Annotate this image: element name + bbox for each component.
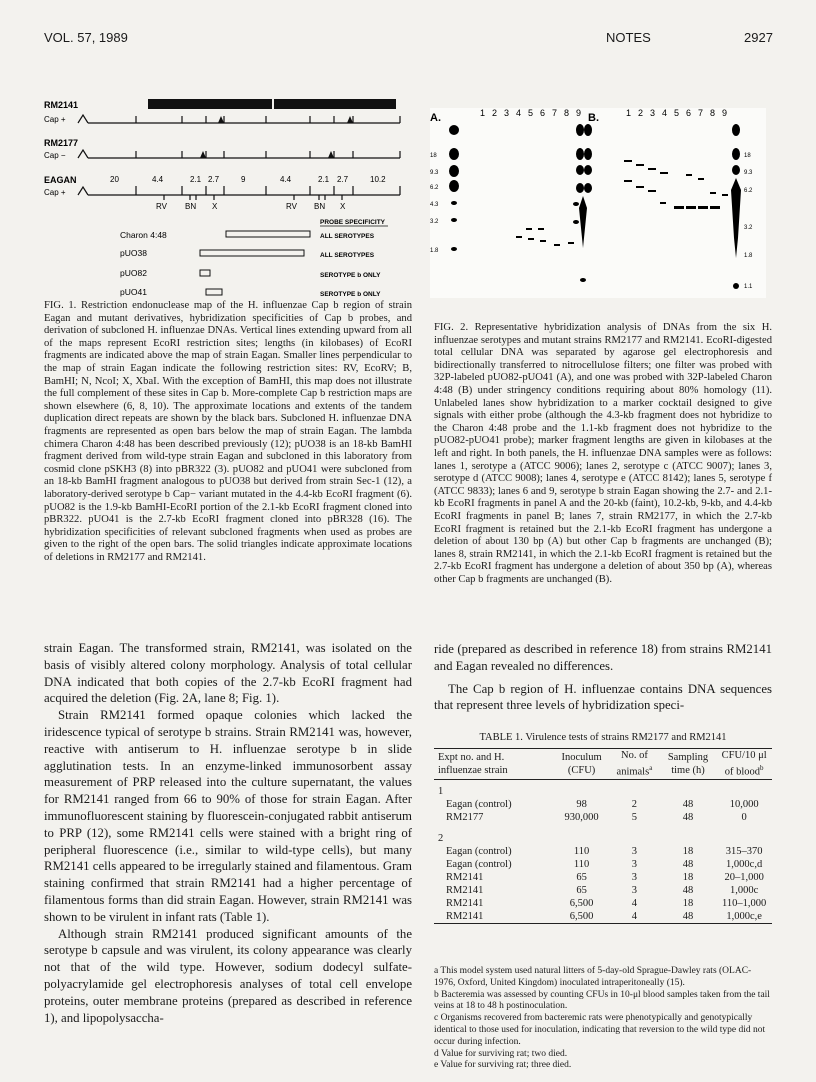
svg-text:RV: RV (286, 202, 297, 211)
svg-text:1.1: 1.1 (744, 284, 753, 290)
strain-label-eagan: EAGAN (44, 175, 77, 185)
svg-text:1: 1 (626, 108, 632, 118)
svg-text:9: 9 (576, 108, 582, 118)
table-1 (434, 748, 772, 924)
table-row: RM2177 930,000 5 48 0 (446, 811, 747, 823)
svg-text:9.3: 9.3 (430, 170, 439, 176)
svg-text:4.3: 4.3 (430, 202, 439, 208)
svg-text:3: 3 (650, 108, 656, 118)
table-header: Expt no. and H. influenzae strain (438, 751, 508, 776)
panel-b-label: B. (588, 112, 599, 124)
cap-label-rm2141: Cap + (44, 115, 66, 124)
svg-text:9: 9 (722, 108, 728, 118)
svg-text:2.7: 2.7 (208, 175, 220, 184)
table-header: CFU/10 μl of blood$^b$ (721, 750, 767, 778)
probe-bar (226, 231, 310, 237)
svg-text:5: 5 (528, 108, 534, 118)
svg-text:1.8: 1.8 (430, 248, 439, 254)
svg-text:RV: RV (156, 202, 167, 211)
svg-text:3.2: 3.2 (430, 219, 439, 225)
svg-text:BN: BN (185, 202, 197, 211)
figure-2-blot (430, 108, 766, 298)
table-row: Eagan (control) 110 3 48 1,000c,d (446, 858, 763, 870)
deletion-triangle-icon (328, 151, 334, 158)
duplication-bar (148, 99, 272, 109)
right-column-body (434, 641, 772, 714)
svg-text:20: 20 (110, 175, 119, 184)
cap-label-rm2177: Cap − (44, 151, 66, 160)
svg-text:2: 2 (492, 108, 498, 118)
svg-text:7: 7 (698, 108, 704, 118)
probe-bar (200, 250, 304, 256)
expt-number: 2 (438, 832, 444, 844)
footnote: b Bacteremia was assessed by counting CFUs in 10-μl blood samples taken from the tail veins at 18 to 48 h postinoculation. (434, 989, 770, 1012)
svg-text:X: X (212, 202, 218, 211)
probe-name: pUO82 (120, 268, 147, 278)
lane-numbers-a (480, 108, 581, 118)
svg-text:2.1: 2.1 (190, 175, 202, 184)
svg-text:6: 6 (540, 108, 546, 118)
figure-2-caption: FIG. 2. Representative hybridization analysis of DNAs from the six H. influenzae serotypes and mutant strains RM2177 and RM2141. EcoRI-digested total cellular DNA was separated by agarose gel electrophoresis and bidirectionally transferred to nitrocellulose filters; one filter was probed with 32P-labeled pUO82-pUO41 (A), and one was probed with 32P-labeled Charon 4:48 (B) under stringency conditions requiring about 80% homology (11). Unlabeled lanes show hybridization to a marker cocktail designed to give signals with either probe (although the 4.3-kb fragment does not hybridize to the Charon 4:48 probe and the 1.1-kb fragment does not hybridize to the pUO82-pUO41 probe); marker fragment lengths are given in kilobases at the left and right. In both panels, the H. influenzae DNA samples were as follows: lanes 1, serotype a (ATCC 9006); lanes 2, serotype c (ATCC 9007); lanes 3, serotype d (ATCC 9008); lanes 4, serotype e (ATCC 8142); lanes 5, serotype f (ATCC 9833); lanes 6 and 9, serotype b strain Eagan showing the 2.7- and 2.1-kb EcoRI fragments in panel A and the 20-kb (faint), 10.2-kb, 9-kb, and 4.4-kb EcoRI fragments in panel B; lanes 7, strain RM2177, in which the 2.7-kb EcoRI fragment is retained but the 2.1-kb EcoRI fragment has undergone a deletion of about 130 bp (A) but other Cap b fragments are unchanged (B); lanes 8, strain RM2141, in which the 2.1-kb EcoRI fragment is retained but the 2.7-kb EcoRI fragment has undergone a deletion of about 350 bp (A), whereas other Cap b fragments are unchanged (B). (434, 322, 772, 585)
svg-text:9.3: 9.3 (744, 170, 753, 176)
probe-spec: ALL SEROTYPES (320, 252, 375, 259)
svg-text:3.2: 3.2 (744, 225, 753, 231)
paragraph: Strain RM2141 formed opaque colonies which lacked the iridescence typical of serotype b strains. Strain RM2141 was, however, reactive with antiserum to H. influenzae serotype b in slide agglutination tests. In an enzyme-linked immunosorbent assay measurement of PRP released into the culture supernatant, the values for RM2141 ranged from 66 to 90% of those for strain Eagan. After immunofluorescent staining by fluorescein-conjugated rabbit antiserum to PRP (12), some RM2141 cells were stained with a bright ring of peripheral fluorescence (i.e., similar to wild-type cells), but many RM2141 cells appeared to be irregularly stained and filamentous. Gram staining confirmed that strain RM2141 had a higher percentage of filamentous forms than did strain Eagan. However, strain RM2141 was shown to be virulent in infant rats (Table 1). (44, 708, 412, 924)
footnote: e Value for surviving rat; three died. (434, 1060, 572, 1071)
svg-text:4: 4 (662, 108, 668, 118)
running-header-section: NOTES (606, 30, 651, 45)
deletion-triangle-icon (200, 151, 206, 158)
paragraph: strain Eagan. The transformed strain, RM2141, was isolated on the basis of visibly altered colony morphology. Analysis of total cellular DNA indicated that both copies of the 2.7-kb EcoRI fragment had acquired the deletion (Fig. 2A, lane 8; Fig. 1). (44, 641, 412, 706)
footnote: a This model system used natural litters of 5-day-old Sprague-Dawley rats (OLAC-1976, Oxford, United Kingdom) inoculated intraperitoneally (15). (434, 966, 752, 988)
table-row: Eagan (control) 110 3 18 315–370 (446, 845, 763, 857)
svg-text:3: 3 (504, 108, 510, 118)
duplication-bar (274, 99, 396, 109)
table-row: RM2141 6,500 4 48 1,000c,e (434, 910, 772, 924)
table-row: RM2141 65 3 18 20–1,000 (446, 871, 764, 883)
svg-text:18: 18 (744, 153, 751, 159)
svg-text:X: X (340, 202, 346, 211)
svg-text:6.2: 6.2 (430, 185, 439, 191)
svg-text:4: 4 (516, 108, 522, 118)
probe-bar (206, 289, 222, 295)
probe-spec: ALL SEROTYPES (320, 233, 375, 240)
svg-text:6: 6 (686, 108, 692, 118)
svg-text:8: 8 (710, 108, 716, 118)
cap-label-eagan: Cap + (44, 188, 66, 197)
svg-text:2.7: 2.7 (337, 175, 349, 184)
table-header: Inoculum (CFU) (561, 751, 602, 776)
deletion-triangle-icon (218, 116, 224, 123)
svg-text:1: 1 (480, 108, 486, 118)
table-row: Eagan (control) 98 2 48 10,000 (446, 798, 759, 810)
svg-text:5: 5 (674, 108, 680, 118)
svg-text:6.2: 6.2 (744, 188, 753, 194)
left-column-body (44, 640, 412, 1026)
svg-text:4.4: 4.4 (280, 175, 292, 184)
svg-text:BN: BN (314, 202, 326, 211)
expt-number: 1 (438, 785, 444, 797)
probe-spec: SEROTYPE b ONLY (320, 291, 381, 298)
probe-name: Charon 4:48 (120, 230, 167, 240)
table-row: RM2141 65 3 48 1,000c (446, 884, 759, 896)
running-header-page: 2927 (744, 30, 773, 45)
probe-spec: SEROTYPE b ONLY (320, 272, 381, 279)
table-header: No. of animals$^a$ (616, 750, 653, 778)
footnote: c Organisms recovered from bacteremic rats were phenotypically and genotypically identical to those used for inoculation, indicating that reversion to the wild type did not occur during infection. (434, 1013, 766, 1047)
lane-numbers-b (626, 108, 727, 118)
table-header: Sampling time (h) (667, 751, 709, 776)
running-header-volume: VOL. 57, 1989 (44, 30, 128, 45)
table-row: RM2141 6,500 4 18 110–1,000 (446, 897, 767, 909)
deletion-triangle-icon (347, 116, 353, 123)
footnote: d Value for surviving rat; two died. (434, 1048, 568, 1059)
figure-1-map (40, 96, 412, 298)
paragraph: The Cap b region of H. influenzae contains DNA sequences that represent three levels of hybridization speci- (434, 681, 772, 713)
svg-text:1.8: 1.8 (744, 253, 753, 259)
figure-1-caption: FIG. 1. Restriction endonuclease map of the H. influenzae Cap b region of strain Eagan and mutant derivatives, hybridization specificities of Cap b probes, and derivation of subcloned H. influenzae DNAs. Vertical lines extending upward from all of the maps represent EcoRI restriction sites; lengths (in kilobases) of EcoRI fragments are indicated above the map of strain Eagan. Smaller lines perpendicular to the map of strain Eagan indicate the following restriction sites: RV, EcoRV; B, BamHI; N, NcoI; X, XbaI. With the exception of BamHI, this map does not illustrate the full complement of these sites in Cap b. More-complete Cap b restriction maps are shown elsewhere (6, 8, 10). The approximate locations and extents of the tandem duplication direct repeats are shown by the black bars. Subcloned H. influenzae DNA fragments are represented as open bars below the map of strain Eagan. The lambda chimera Charon 4:48 has been described previously (12); pUO38 is an 18-kb BamHI fragment derived from wild-type strain Eagan and subcloned in this laboratory from cosmid clone pSKH3 (8) into pBR322 (3). pUO82 and pUO41 were subcloned from an 18-kb BamHI fragment analogous to pUO38 but derived from strain Sec-1 (12), a laboratory-derived serotype b Cap− variant mutated in the 4.4-kb EcoRI fragment (6). pUO82 is the 1.9-kb BamHI-EcoRI portion of the 2.1-kb EcoRI fragment cloned into pBR322. pUO41 is the 2.7-kb EcoRI fragment cloned into pBR328 (16). The hybridization specificities of relevant subcloned fragments when used as probes are given to the right of the open bars. The solid triangles indicate approximate locations of deletions in RM2177 and RM2141. (44, 300, 412, 563)
strain-label-rm2177: RM2177 (44, 138, 79, 148)
svg-text:9: 9 (241, 175, 246, 184)
svg-text:2: 2 (638, 108, 644, 118)
svg-text:7: 7 (552, 108, 558, 118)
svg-text:4.4: 4.4 (152, 175, 164, 184)
strain-label-rm2141: RM2141 (44, 100, 79, 110)
svg-text:2.1: 2.1 (318, 175, 330, 184)
probe-specificity-header: PROBE SPECIFICITY (320, 219, 386, 226)
probe-bar (200, 270, 210, 276)
probe-name: pUO41 (120, 287, 147, 297)
panel-a-label: A. (430, 112, 441, 124)
probe-name: pUO38 (120, 248, 147, 258)
paragraph: Although strain RM2141 produced significant amounts of the serotype b capsule and was virulent, its colony appearance was clearly not that of the wild type. However, sodium dodecyl sulfate-polyacrylamide gel electrophoresis analyses of total cell envelope proteins, outer membrane proteins (prepared as described in reference 1), and lipopolysaccha- (44, 926, 412, 1025)
svg-text:18: 18 (430, 153, 437, 159)
svg-text:8: 8 (564, 108, 570, 118)
svg-text:10.2: 10.2 (370, 175, 386, 184)
table-1-title: TABLE 1. Virulence tests of strains RM2177 and RM2141 (479, 732, 727, 743)
table-1-footnotes (434, 966, 772, 1072)
paragraph: ride (prepared as described in reference 18) from strains RM2141 and Eagan revealed no differences. (434, 642, 772, 673)
